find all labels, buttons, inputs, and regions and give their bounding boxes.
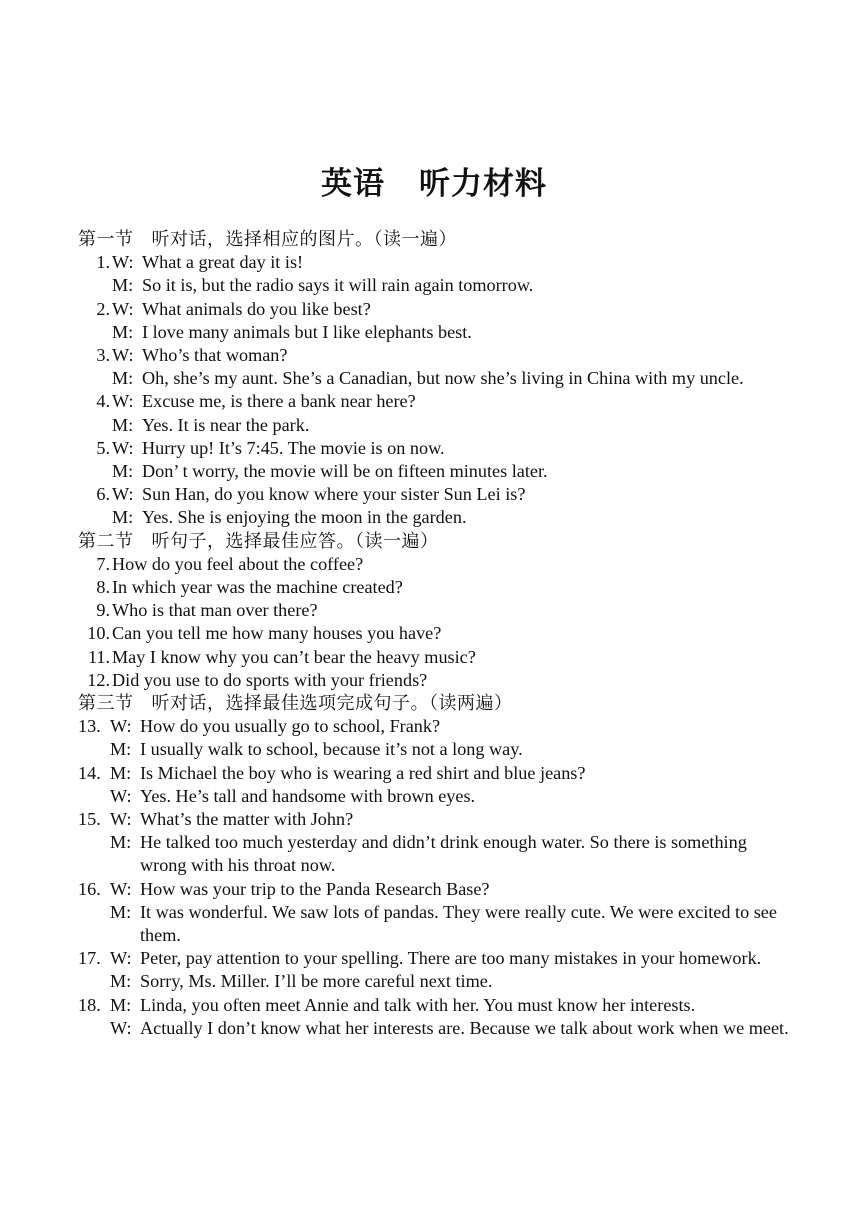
question-line xyxy=(78,622,790,645)
question-text: May I know why you can’t bear the heavy music? xyxy=(112,646,476,667)
question-number: 11. xyxy=(87,646,110,667)
dialogue-line xyxy=(78,274,790,297)
section1-items xyxy=(78,251,790,529)
dialogue-line xyxy=(78,947,790,970)
question-number: 1. xyxy=(96,252,110,273)
question-text: Can you tell me how many houses you have? xyxy=(112,623,442,644)
section1-instruction: 听对话，选择相应的图片。（读一遍） xyxy=(151,229,457,250)
speaker-label: M: xyxy=(112,414,134,435)
section2-items xyxy=(78,553,790,692)
dialogue-text: What animals do you like best? xyxy=(142,298,371,319)
page-title xyxy=(0,158,868,203)
dialogue-line xyxy=(78,367,790,390)
dialogue-text: Hurry up! It’s 7:45. The movie is on now. xyxy=(142,437,445,458)
dialogue-line xyxy=(78,994,790,1017)
speaker-label: M: xyxy=(110,739,132,760)
title-subject: 英语 xyxy=(321,166,385,202)
section2-label: 第二节 xyxy=(78,530,134,552)
section3-label: 第三节 xyxy=(78,693,134,715)
speaker-label: W: xyxy=(110,809,132,830)
dialogue-text: Oh, she’s my aunt. She’s a Canadian, but now she’s living in China with my uncle. xyxy=(142,368,744,389)
dialogue-line xyxy=(78,715,790,738)
question-number: 8. xyxy=(96,577,110,598)
dialogue-line xyxy=(78,437,790,460)
question-line xyxy=(78,553,790,576)
question-text: How do you feel about the coffee? xyxy=(112,553,364,574)
dialogue-text: It was wonderful. We saw lots of pandas. They were really cute. We were excited to see them. xyxy=(140,901,777,946)
question-number: 3. xyxy=(96,345,110,365)
speaker-label: W: xyxy=(112,484,134,505)
dialogue-line xyxy=(78,390,790,413)
dialogue-line xyxy=(78,298,790,321)
dialogue-text: I love many animals but I like elephants best. xyxy=(142,321,472,342)
question-number: 14. xyxy=(78,762,101,783)
dialogue-line xyxy=(78,808,790,831)
dialogue-text: What a great day it is! xyxy=(142,252,304,273)
speaker-label: W: xyxy=(110,948,132,969)
dialogue-line xyxy=(78,762,790,785)
speaker-label: M: xyxy=(110,832,132,853)
dialogue-line xyxy=(78,878,790,901)
speaker-label: W: xyxy=(112,298,134,319)
title-material: 听力材料 xyxy=(419,166,547,202)
speaker-label: W: xyxy=(110,716,132,737)
question-number: 10. xyxy=(87,623,110,644)
question-number: 17. xyxy=(78,948,101,969)
question-line xyxy=(78,576,790,599)
question-number: 6. xyxy=(96,484,110,505)
dialogue-line xyxy=(78,831,790,877)
question-number: 13. xyxy=(78,716,101,737)
speaker-label: M: xyxy=(112,321,134,342)
speaker-label: M: xyxy=(110,971,132,992)
question-number: 5. xyxy=(96,437,110,458)
section3-heading xyxy=(78,692,790,715)
question-text: Who is that man over there? xyxy=(112,600,318,621)
dialogue-text: What’s the matter with John? xyxy=(140,809,354,830)
speaker-label: M: xyxy=(112,507,134,528)
dialogue-line xyxy=(78,321,790,344)
speaker-label: M: xyxy=(112,461,134,482)
question-number: 7. xyxy=(96,553,110,574)
dialogue-text: Peter, pay attention to your spelling. There are too many mistakes in your homework. xyxy=(140,948,762,969)
question-line xyxy=(78,669,790,692)
dialogue-line xyxy=(78,1017,790,1040)
dialogue-line xyxy=(78,738,790,761)
dialogue-line xyxy=(78,414,790,437)
speaker-label: W: xyxy=(112,252,134,273)
question-number: 15. xyxy=(78,809,101,830)
question-number: 2. xyxy=(96,298,110,319)
question-number: 16. xyxy=(78,878,101,899)
section3-instruction: 听对话，选择最佳选项完成句子。（读两遍） xyxy=(151,693,513,715)
section3-items xyxy=(78,715,790,1040)
speaker-label: W: xyxy=(110,785,132,806)
dialogue-line xyxy=(78,344,790,367)
question-line xyxy=(78,646,790,669)
listening-transcript xyxy=(78,228,790,1040)
speaker-label: M: xyxy=(112,275,134,296)
question-text: Did you use to do sports with your friends? xyxy=(112,669,428,690)
dialogue-text: Linda, you often meet Annie and talk with her. You must know her interests. xyxy=(140,994,696,1015)
dialogue-line xyxy=(78,970,790,993)
speaker-label: M: xyxy=(110,901,132,922)
dialogue-text: Sorry, Ms. Miller. I’ll be more careful next time. xyxy=(140,971,493,992)
dialogue-line xyxy=(78,785,790,808)
dialogue-text: Yes. She is enjoying the moon in the garden. xyxy=(142,507,467,528)
dialogue-line xyxy=(78,506,790,529)
dialogue-text: How was your trip to the Panda Research Base? xyxy=(140,878,490,899)
speaker-label: W: xyxy=(112,345,134,365)
question-number: 18. xyxy=(78,994,101,1015)
speaker-label: W: xyxy=(110,878,132,899)
speaker-label: W: xyxy=(112,437,134,458)
speaker-label: M: xyxy=(110,994,132,1015)
dialogue-line xyxy=(78,483,790,506)
dialogue-text: Yes. He’s tall and handsome with brown eyes. xyxy=(140,785,476,806)
section2-instruction: 听句子，选择最佳应答。（读一遍） xyxy=(151,530,439,552)
question-number: 4. xyxy=(96,391,110,412)
speaker-label: W: xyxy=(112,391,134,412)
section1-label: 第一节 xyxy=(78,229,134,250)
dialogue-text: Actually I don’t know what her interests are. Because we talk about work when we meet. xyxy=(140,1017,789,1038)
question-line xyxy=(78,599,790,622)
dialogue-text: He talked too much yesterday and didn’t drink enough water. So there is something wrong with his throat now. xyxy=(140,832,747,876)
dialogue-text: Is Michael the boy who is wearing a red shirt and blue jeans? xyxy=(140,762,586,783)
dialogue-line xyxy=(78,901,790,947)
question-text: In which year was the machine created? xyxy=(112,577,403,598)
speaker-label: M: xyxy=(112,368,134,389)
speaker-label: W: xyxy=(110,1017,132,1038)
dialogue-text: I usually walk to school, because it’s not a long way. xyxy=(140,739,523,760)
dialogue-text: Yes. It is near the park. xyxy=(142,414,310,435)
dialogue-text: So it is, but the radio says it will rain again tomorrow. xyxy=(142,275,534,296)
question-number: 9. xyxy=(96,600,110,621)
question-number: 12. xyxy=(87,669,110,690)
dialogue-text: How do you usually go to school, Frank? xyxy=(140,716,441,737)
dialogue-text: Don’ t worry, the movie will be on fifteen minutes later. xyxy=(142,461,548,482)
dialogue-text: Excuse me, is there a bank near here? xyxy=(142,391,416,412)
dialogue-line xyxy=(78,460,790,483)
dialogue-text: Sun Han, do you know where your sister Sun Lei is? xyxy=(142,484,526,505)
section2-heading xyxy=(78,530,790,553)
dialogue-line xyxy=(78,251,790,274)
dialogue-text: Who’s that woman? xyxy=(142,345,288,365)
speaker-label: M: xyxy=(110,762,132,783)
section1-heading xyxy=(78,228,790,251)
